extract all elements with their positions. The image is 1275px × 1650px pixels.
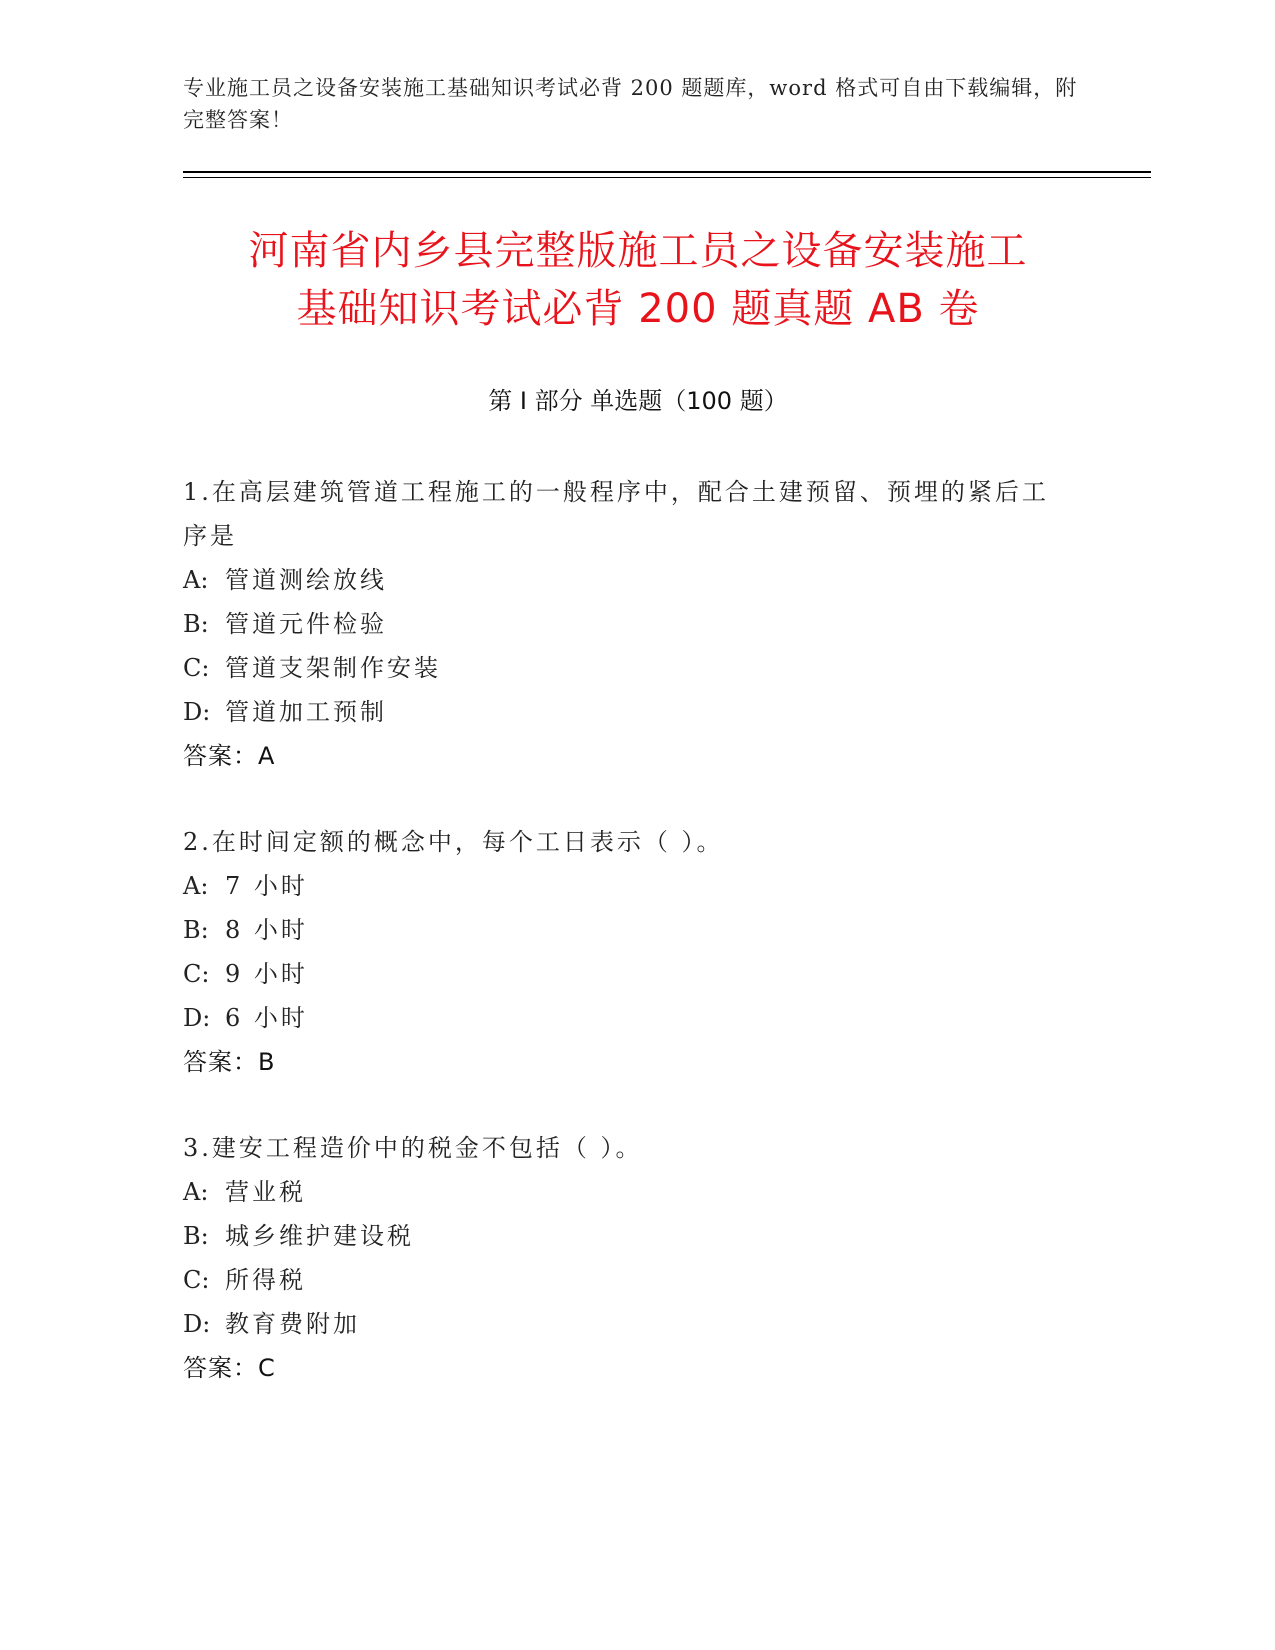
question-3 — [183, 1126, 1063, 1390]
title-line-2: 基础知识考试必背 200 题真题 AB 卷 — [296, 286, 980, 332]
title-line-1: 河南省内乡县完整版施工员之设备安装施工 — [248, 228, 1028, 274]
option-text: 7 小时 — [225, 872, 308, 900]
option-key: D: — [183, 1310, 211, 1338]
option-b — [183, 602, 1063, 646]
option-b — [183, 908, 1063, 952]
option-key: B: — [183, 610, 209, 638]
option-key: C: — [183, 1266, 210, 1294]
answer-line: 答案：C — [183, 1354, 276, 1382]
option-b — [183, 1214, 1063, 1258]
option-key: B: — [183, 916, 209, 944]
option-d — [183, 996, 1063, 1040]
option-key: C: — [183, 654, 210, 682]
option-key: D: — [183, 698, 211, 726]
question-list — [183, 470, 1063, 1432]
header-rule-thin — [183, 177, 1151, 178]
option-text: 营业税 — [225, 1178, 306, 1206]
answer-line: 答案：A — [183, 742, 276, 770]
question-stem: 3.建安工程造价中的税金不包括（ ）。 — [183, 1134, 643, 1162]
option-c — [183, 1258, 1063, 1302]
question-2 — [183, 820, 1063, 1084]
option-a — [183, 558, 1063, 602]
option-key: A: — [183, 872, 209, 900]
option-key: D: — [183, 1004, 211, 1032]
header-note: 专业施工员之设备安装施工基础知识考试必背 200 题题库，word 格式可自由下载编辑，附完整答案！ — [183, 76, 1078, 132]
option-key: B: — [183, 1222, 209, 1250]
option-d — [183, 1302, 1063, 1346]
option-c — [183, 646, 1063, 690]
option-text: 管道测绘放线 — [225, 566, 387, 594]
option-text: 6 小时 — [225, 1004, 308, 1032]
option-a — [183, 1170, 1063, 1214]
option-a — [183, 864, 1063, 908]
option-text: 管道支架制作安装 — [225, 654, 441, 682]
question-stem: 2.在时间定额的概念中，每个工日表示（ ）。 — [183, 828, 724, 856]
question-stem: 1.在高层建筑管道工程施工的一般程序中，配合土建预留、预埋的紧后工序是 — [183, 478, 1049, 550]
question-1 — [183, 470, 1063, 778]
section-heading: 第 I 部分 单选题（100 题） — [488, 387, 788, 415]
option-text: 城乡维护建设税 — [225, 1222, 414, 1250]
option-c — [183, 952, 1063, 996]
option-text: 管道元件检验 — [225, 610, 387, 638]
option-text: 教育费附加 — [225, 1310, 360, 1338]
option-text: 管道加工预制 — [225, 698, 387, 726]
option-text: 所得税 — [225, 1266, 306, 1294]
option-key: A: — [183, 1178, 209, 1206]
document-title — [183, 222, 1093, 338]
option-text: 9 小时 — [225, 960, 308, 988]
header-rule-thick — [183, 171, 1151, 173]
option-key: A: — [183, 566, 209, 594]
option-key: C: — [183, 960, 210, 988]
option-d — [183, 690, 1063, 734]
answer-line: 答案：B — [183, 1048, 276, 1076]
option-text: 8 小时 — [225, 916, 308, 944]
